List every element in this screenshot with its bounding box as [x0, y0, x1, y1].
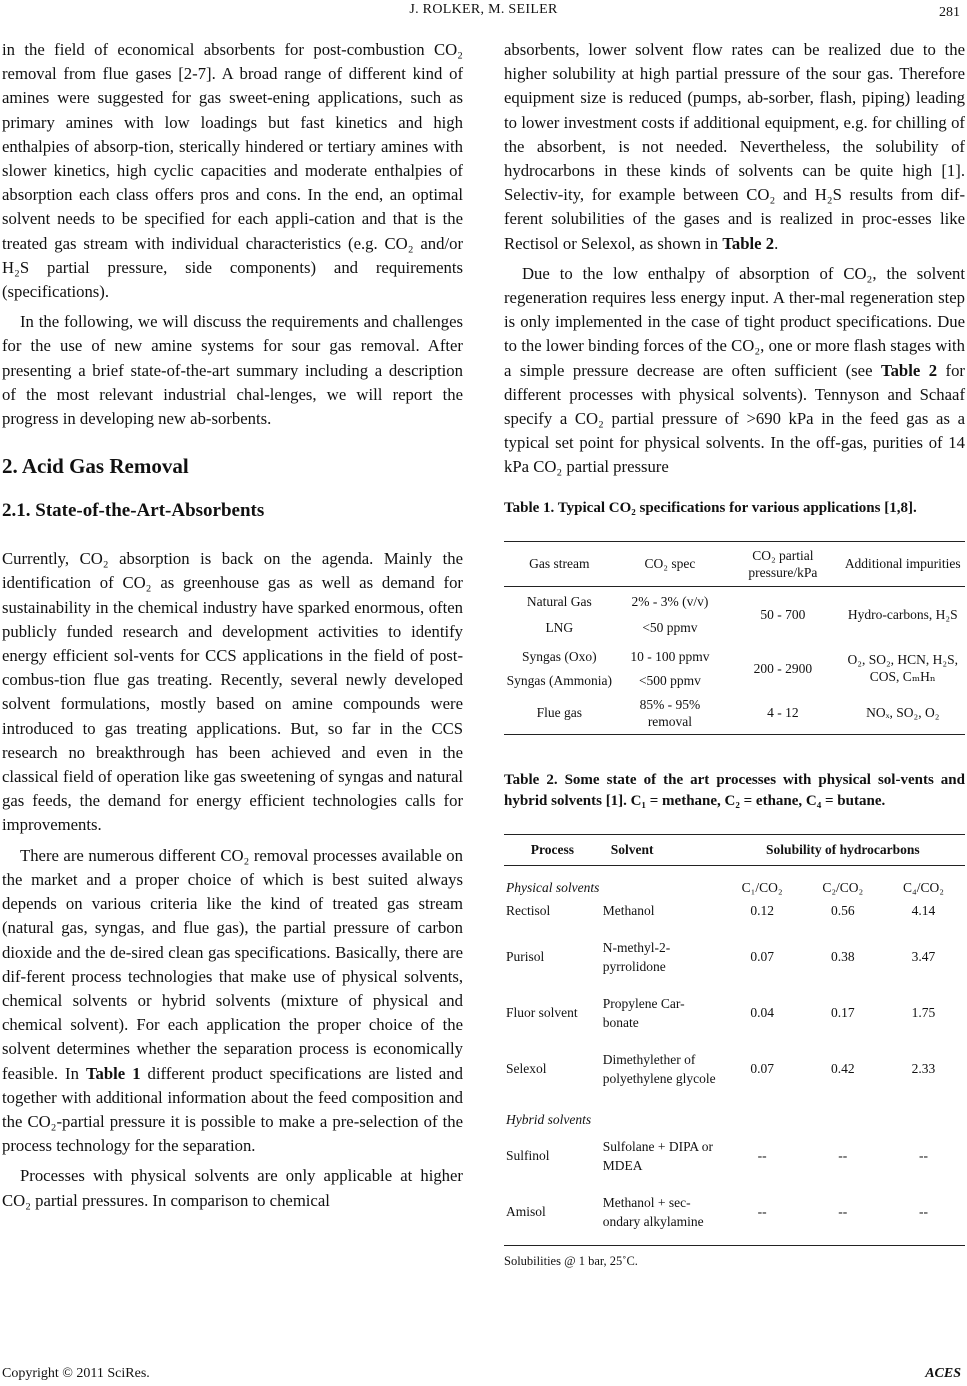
table-cell: O₂, SO₂, HCN, H₂S, COS, CₘHₙ	[847, 652, 958, 685]
subsection-heading: 2.1. State-of-the-Art-Absorbents	[2, 500, 265, 522]
spacer-row	[504, 978, 965, 992]
body-paragraph	[2, 844, 463, 1159]
table-row	[504, 586, 965, 611]
table-header-row	[504, 541, 965, 586]
column-header: Solubility of hydrocarbons	[721, 834, 965, 865]
table-cell: Syngas (Ammonia)	[506, 672, 612, 688]
table-row	[504, 642, 965, 666]
ratio-cell: --	[882, 1191, 965, 1246]
text-run: .	[774, 233, 779, 253]
table2-body	[504, 865, 965, 1245]
table-row	[504, 899, 965, 922]
ratio-cell: 0.07	[750, 1061, 774, 1077]
table-row	[504, 1135, 965, 1177]
column-header: CO₂ spec	[615, 541, 726, 586]
spacer-row	[504, 1177, 965, 1191]
ratio-cell: 1.75	[911, 1005, 936, 1021]
table-cell: 10 - 100 ppmv	[630, 648, 710, 664]
solvent-cell: Dimethylether of polyethylene glycole	[602, 1051, 716, 1086]
table-group-row	[504, 865, 965, 899]
table-cell: <50 ppmv	[642, 619, 698, 635]
solvent-cell: Methanol + sec-ondary alkylamine	[601, 1191, 721, 1246]
column-header: Process	[504, 834, 601, 865]
table-cell: Hydro-carbons, H₂S	[847, 606, 958, 622]
column-header: Gas stream	[504, 541, 615, 586]
solvent-cell: Sulfolane + DIPA or MDEA	[602, 1138, 714, 1173]
text-run: for different processes with physical solvents). Tennyson and Schaaf specify a CO₂ partial pressure of >690 kPa in the feed gas as a typical set point for physical solvents. In the off-gas, purities of 14 kPa CO₂ partial pressure	[504, 360, 965, 477]
table-group-row	[504, 1104, 965, 1135]
table-reference-link[interactable]: Table 2	[880, 360, 938, 380]
left-column	[2, 38, 463, 1213]
copyright-footer: Copyright © 2011 SciRes.	[2, 1366, 150, 1381]
running-header: J. ROLKER, M. SEILER	[409, 2, 558, 17]
table-cell: 50 - 700	[760, 606, 806, 622]
table-row	[504, 1048, 965, 1090]
body-paragraph	[504, 262, 965, 480]
solvent-cell: Propylene Car-bonate	[602, 995, 685, 1030]
ratio-cell: --	[804, 1191, 882, 1246]
table1	[504, 541, 965, 735]
ratio-cell: 4.14	[911, 902, 936, 918]
process-cell: Rectisol	[506, 902, 551, 918]
ratio-cell: --	[918, 1148, 928, 1164]
table-cell: LNG	[545, 619, 574, 635]
table-reference-link[interactable]: Table 1	[85, 1063, 141, 1083]
table2-footnote: Solubilities @ 1 bar, 25˚C.	[504, 1253, 638, 1268]
text-run: absorbents, lower solvent flow rates can be realized due to the higher solubility at high partial pressure of the sour gas. Therefore equipment size is reduced (pumps, ab-sorber, flash, piping) leading to lower investment costs if additional equipment, e.g. for chilling of the absorbent, is not needed. Nevertheless, the solubility of hydrocarbons in these kinds of solvents can be quite high [1]. Selectiv-ity, for example between CO₂ and H₂S results from dif-ferent solubilities of the gases and is realized in proc-esses like Rectisol or Selexol, as shown in	[504, 40, 965, 253]
table-cell: Natural Gas	[526, 593, 592, 609]
process-cell: Selexol	[506, 1061, 547, 1077]
text-run: Due to the low enthalpy of absorption of CO₂, the solvent regeneration requires less energy input. A ther-mal regeneration step is only implemented in the case of tight product specifications. Due to the lower binding forces of the CO₂, one or more flash stages with a simple pressure decrease are often sufficient (see	[504, 263, 965, 380]
table-row	[504, 1191, 965, 1246]
journal-abbreviation: ACES	[925, 1366, 961, 1381]
body-paragraph: Currently, CO₂ absorption is back on the agenda. Mainly the identification of CO₂ as greenhouse gas as well as demand for sustainability in the chemical industry have sparked enormous, often publicly funded research and development activities to identify energy efficient sol-vents for CCS applications in the field of post-combus-tion flue gas treating. Recently, several newly developed solvent formulations, mostly based on amine compounds were introduced to gas treating applications. But, so far in the CCS research no breakthrough has been achieved and even in the classical field of operation like gas sweetening of syngas and natural gas feeds, the demand for energy efficient technologies calls for improvements.	[2, 549, 463, 835]
text-run: There are numerous different CO₂ removal processes available on the market and a proper choice of which is best suited always depends on various criteria like the kind of treated gas stream (natural gas, syngas, and flue gas), the partial pressure of carbon dioxide and the de-sired clean gas specifications. Basically, there are dif-ferent process technologies that make use of physical solvents, chemical solvents or hybrid solvents (mixture of physical and chemical solvent). For each application the proper choice of the solvent determines whether the separation process is economically feasible. In	[2, 845, 463, 1083]
column-header: Solvent	[601, 834, 721, 865]
solvent-cell: N-methyl-2-pyrrolidone	[602, 939, 671, 974]
ratio-cell: 0.12	[750, 902, 774, 918]
table2-caption: Table 2. Some state of the art processes with physical sol-vents and hybrid solvents [1]. C₁ = methane, C₂ = ethane, C₄ = butane.	[504, 771, 965, 809]
text-run: different product specifications are listed and together with additional information about the feed composition and the CO₂-partial pressure it is possible to make a pre-selection of the process technology for the separation.	[2, 1063, 463, 1156]
spacer-row	[504, 1034, 965, 1048]
ratio-header: C₁/CO₂	[741, 879, 783, 895]
spacer-row	[504, 922, 965, 936]
group-label: Hybrid solvents	[506, 1111, 592, 1127]
ratio-cell: 0.07	[750, 949, 774, 965]
ratio-cell: 0.56	[830, 902, 855, 918]
solvent-cell: Methanol	[602, 902, 655, 918]
ratio-header: C₄/CO₂	[903, 879, 944, 895]
table-cell: Syngas (Oxo)	[522, 648, 597, 664]
table1-caption: Table 1. Typical CO₂ specifications for various applications [1,8].	[504, 499, 917, 516]
body-paragraph: In the following, we will discuss the requirements and challenges for the use of new amine systems for sour gas removal. After presenting a brief state-of-the-art summary including a description of the most relevant industrial chal-lenges, we will report the progress in developing new ab-sorbents.	[2, 312, 463, 429]
ratio-cell: 3.47	[911, 949, 936, 965]
ratio-cell: 0.42	[830, 1061, 855, 1077]
ratio-cell: 0.17	[830, 1005, 855, 1021]
table-cell: <500 ppmv	[638, 672, 701, 688]
column-header: Additional impurities	[841, 541, 966, 586]
spacer-row	[504, 1090, 965, 1104]
table-cell: 2% - 3% (v/v)	[631, 593, 709, 609]
section-heading: 2. Acid Gas Removal	[2, 454, 189, 479]
page-number: 281	[939, 5, 960, 20]
table-row	[504, 936, 965, 978]
table-reference-link[interactable]: Table 2	[722, 233, 775, 253]
process-cell: Fluor solvent	[506, 1005, 578, 1021]
table-row	[504, 992, 965, 1034]
group-label: Physical solvents	[506, 879, 600, 895]
body-paragraph	[504, 38, 965, 256]
table-header-row	[504, 834, 965, 865]
table-cell: Flue gas	[504, 695, 615, 735]
table-row	[504, 695, 965, 735]
process-cell: Purisol	[506, 949, 545, 965]
table-cell: 4 - 12	[725, 695, 840, 735]
table-cell: NOₓ, SO₂, O₂	[841, 695, 966, 735]
ratio-cell: 0.04	[750, 1005, 774, 1021]
body-paragraph: Processes with physical solvents are only applicable at higher CO₂ partial pressures. In comparison to chemical	[2, 1166, 463, 1210]
ratio-cell: --	[838, 1148, 848, 1164]
ratio-cell: --	[757, 1148, 767, 1164]
body-paragraph: in the field of economical absorbents for post-combustion CO₂ removal from flue gases [2-7]. A broad range of different kind of amines were suggested for gas sweet-ening applications, such as primary amines with low loadings but fast kinetics and high enthalpies of absorp-tion, sterically hindered or tertiary amines with slower kinetics, high cyclic capacities and moderate enthalpies of absorption each class offers pros and cons. In the end, an optimal solvent needs to be specified for each appli-cation and that is the treated gas stream with individual characteristics (e.g. CO₂ and/or H₂S partial pressure, side components) and requirements (specifications).	[2, 40, 463, 302]
process-cell: Sulfinol	[506, 1148, 550, 1164]
process-cell: Amisol	[504, 1191, 601, 1246]
table-cell: 85% - 95% removal	[615, 695, 726, 735]
ratio-header: C₂/CO₂	[822, 879, 864, 895]
table2	[504, 834, 965, 1246]
column-header: CO₂ partial pressure/kPa	[725, 541, 840, 586]
ratio-cell: 0.38	[830, 949, 855, 965]
right-column	[504, 38, 965, 1269]
ratio-cell: 2.33	[911, 1061, 936, 1077]
table-cell: 200 - 2900	[753, 660, 813, 676]
ratio-cell: --	[721, 1191, 804, 1246]
